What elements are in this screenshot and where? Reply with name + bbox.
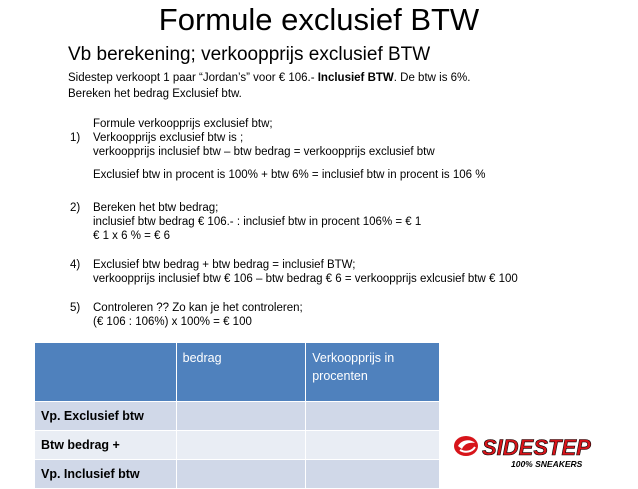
bedrag-cell [176, 460, 306, 489]
step-line: Bereken het btw bedrag; [93, 202, 219, 214]
bedrag-cell [176, 431, 306, 460]
step-line: (€ 106 : 106%) x 100% = € 100 [93, 316, 252, 328]
table-row [35, 460, 440, 489]
logo-tagline: 100% SNEAKERS [511, 459, 583, 469]
intro-line-1-b: . De btw is 6%. [393, 72, 471, 84]
intro-line-1-bold: Inclusief BTW [317, 72, 394, 84]
intro-line-1 [68, 70, 470, 86]
step-number: 1) [70, 132, 81, 144]
step-line: inclusief btw bedrag € 106.- : inclusief btw in procent 106% = € 1 [93, 216, 422, 228]
table-row [35, 431, 440, 460]
sidestep-logo [453, 433, 628, 469]
page-title: Formule exclusief BTW [158, 2, 480, 37]
table-header-row [35, 343, 440, 402]
intro-line-1-a: Sidestep verkoopt 1 paar “Jordan’s” voor € 106.- [68, 72, 318, 84]
intro-text [68, 70, 470, 102]
step-line: verkoopprijs inclusief btw € 106 – btw bedrag € 6 = verkoopprijs exlcusief btw € 100 [93, 273, 518, 285]
bedrag-cell [176, 402, 306, 431]
step-line: Controleren ?? Zo kan je het controleren; [93, 302, 303, 314]
percentage-note: Exclusief btw in procent is 100% + btw 6% = inclusief btw in procent is 106 % [93, 169, 486, 181]
procent-cell [306, 431, 440, 460]
step-number: 2) [70, 202, 81, 214]
step-number: 4) [70, 259, 81, 271]
step-line: verkoopprijs inclusief btw – btw bedrag = verkoopprijs exclusief btw [93, 146, 435, 158]
row-label: Vp. Exclusief btw [35, 402, 177, 431]
formula-heading: Formule verkoopprijs exclusief btw; [93, 118, 273, 130]
row-label: Vp. Inclusief btw [35, 460, 177, 489]
procent-cell [306, 460, 440, 489]
procent-cell [306, 402, 440, 431]
sidestep-swoosh-icon [454, 436, 478, 456]
intro-line-2: Bereken het bedrag Exclusief btw. [68, 88, 242, 100]
table-row [35, 402, 440, 431]
table-header-cell: bedrag [176, 343, 306, 402]
step-line: Verkoopprijs exclusief btw is ; [93, 132, 244, 144]
step-line: € 1 x 6 % = € 6 [93, 230, 171, 242]
table-header-cell [35, 343, 177, 402]
step-number: 5) [70, 302, 81, 314]
logo-brand: SIDESTEP [482, 435, 591, 460]
calculation-table [34, 342, 440, 489]
step-line: Exclusief btw bedrag + btw bedrag = inclusief BTW; [93, 259, 356, 271]
row-label: Btw bedrag + [35, 431, 177, 460]
subtitle: Vb berekening; verkoopprijs exclusief BTW [68, 44, 431, 65]
table-header-cell: Verkoopprijs in procenten [306, 343, 440, 402]
